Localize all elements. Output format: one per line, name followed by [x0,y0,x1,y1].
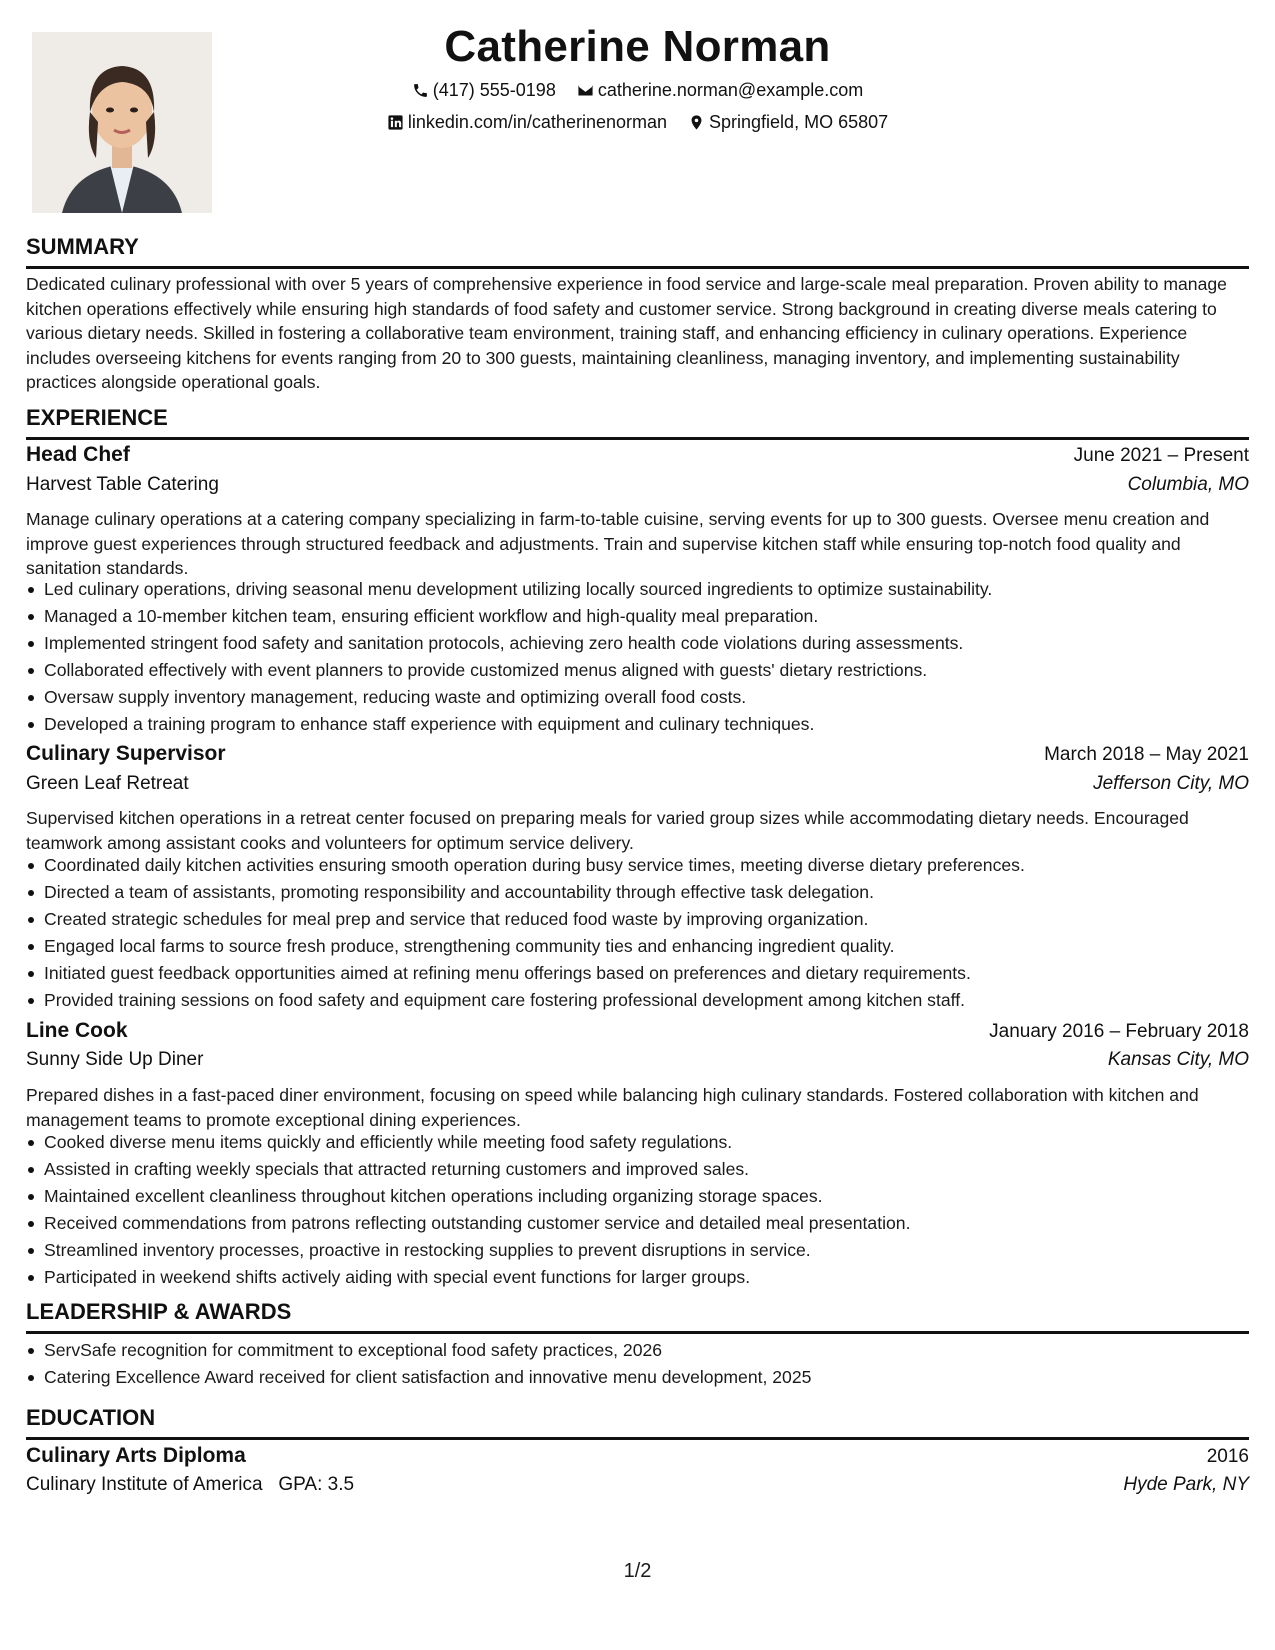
job-location: Columbia, MO [1127,474,1249,495]
school-location: Hyde Park, NY [1123,1474,1249,1495]
company-name: Green Leaf Retreat [26,773,189,794]
job-3-subheader [26,1049,1249,1071]
list-item: ServSafe recognition for commitment to exceptional food safety practices, 2026 [44,1337,1267,1364]
job-3-description: Prepared dishes in a fast-paced diner environment, focusing on speed while balancing high culinary standards. Fostered collaboration with kitchen and management teams to promote exceptional dining experiences. [26,1085,1199,1130]
school-name: Culinary Institute of America [26,1474,263,1495]
page-number: 1/2 [623,1560,652,1582]
education-heading: EDUCATION [26,1405,1249,1440]
job-1-subheader [26,474,1249,496]
education-header [26,1444,1249,1468]
list-item: Managed a 10-member kitchen team, ensuring efficient workflow and high-quality meal preparation. [44,603,1267,630]
gpa: GPA: 3.5 [278,1474,355,1495]
contact-line-2 [26,112,1249,136]
job-dates: June 2021 – Present [1073,445,1249,466]
location-text: Springfield, MO 65807 [709,112,889,132]
list-item: Provided training sessions on food safety and equipment care fostering professional development among kitchen staff. [44,987,1267,1014]
list-item: Streamlined inventory processes, proactive in restocking supplies to prevent disruptions in service. [44,1237,1267,1264]
experience-heading: EXPERIENCE [26,405,1249,440]
job-dates: January 2016 – February 2018 [989,1021,1249,1042]
linkedin-icon [387,114,404,131]
linkedin-contact[interactable] [387,112,667,133]
summary-text: Dedicated culinary professional with over 5 years of comprehensive experience in food service and large-scale meal preparation. Proven ability to manage kitchen operations effectively while ensuring high standards of food safety and customer service. Strong background in creating diverse meals catering to various dietary needs. Skilled in fostering a collaborative team environment, training staff, and enhancing efficiency in culinary operations. Experience includes overseeing kitchens for events ranging from 20 to 300 guests, maintaining cleanliness, managing inventory, and implementing sustainability practices alongside operational goals. [26,274,1227,392]
list-item: Created strategic schedules for meal prep and service that reduced food waste by improving organization. [44,906,1267,933]
company-name: Sunny Side Up Diner [26,1049,204,1070]
graduation-year: 2016 [1206,1446,1249,1467]
job-1-header [26,443,1249,467]
job-title: Line Cook [26,1019,128,1042]
list-item: Led culinary operations, driving seasonal menu development utilizing locally sourced ingredients to optimize sustainability. [44,576,1267,603]
awards-list [26,1337,1267,1391]
job-dates: March 2018 – May 2021 [1044,744,1249,765]
job-1-bullets [26,576,1267,738]
job-3-header [26,1019,1249,1043]
list-item: Engaged local farms to source fresh produce, strengthening community ties and enhancing ingredient quality. [44,933,1267,960]
list-item: Developed a training program to enhance staff experience with equipment and culinary techniques. [44,711,1267,738]
job-location: Kansas City, MO [1107,1049,1249,1070]
list-item: Initiated guest feedback opportunities aimed at refining menu offerings based on preferences and dietary requirements. [44,960,1267,987]
candidate-name: Catherine Norman [444,22,831,71]
list-item: Assisted in crafting weekly specials that attracted returning customers and improved sales. [44,1156,1267,1183]
job-1-description: Manage culinary operations at a catering company specializing in farm-to-table cuisine, serving events for up to 300 guests. Oversee menu creation and improve guest experiences through structured feedback and adjustments. Train and supervise kitchen staff while ensuring top-notch food quality and sanitation standards. [26,509,1210,578]
location-contact [688,112,888,133]
list-item: Received commendations from patrons reflecting outstanding customer service and detailed meal presentation. [44,1210,1267,1237]
job-2-header [26,742,1249,766]
list-item: Directed a team of assistants, promoting responsibility and accountability through effective task delegation. [44,879,1267,906]
phone-text: (417) 555-0198 [432,80,556,100]
list-item: Maintained excellent cleanliness throughout kitchen operations including organizing storage spaces. [44,1183,1267,1210]
education-subheader [26,1474,1249,1496]
job-2-subheader [26,773,1249,795]
job-title: Head Chef [26,443,130,466]
job-2-description: Supervised kitchen operations in a retreat center focused on preparing meals for varied group sizes while accommodating dietary needs. Encouraged teamwork among assistant cooks and volunteers for optimum service delivery. [26,808,1189,853]
list-item: Participated in weekend shifts actively aiding with special event functions for larger groups. [44,1264,1267,1291]
awards-heading: LEADERSHIP & AWARDS [26,1299,1249,1334]
job-2-bullets [26,852,1267,1014]
email-text[interactable]: catherine.norman@example.com [597,80,864,100]
school-info [26,1474,354,1496]
phone-icon [412,82,429,99]
list-item: Implemented stringent food safety and sanitation protocols, achieving zero health code violations during assessments. [44,630,1267,657]
map-pin-icon [688,114,705,131]
list-item: Oversaw supply inventory management, reducing waste and optimizing overall food costs. [44,684,1267,711]
email-contact[interactable] [577,80,863,101]
resume-page [26,0,1249,1650]
phone-contact [412,80,556,101]
linkedin-text[interactable]: linkedin.com/in/catherinenorman [407,112,667,132]
list-item: Cooked diverse menu items quickly and efficiently while meeting food safety regulations. [44,1129,1267,1156]
envelope-icon [577,82,594,99]
job-location: Jefferson City, MO [1093,773,1249,794]
list-item: Catering Excellence Award received for client satisfaction and innovative menu development, 2025 [44,1364,1267,1391]
job-title: Culinary Supervisor [26,742,226,765]
degree-name: Culinary Arts Diploma [26,1444,246,1467]
company-name: Harvest Table Catering [26,474,219,495]
job-3-bullets [26,1129,1267,1291]
contact-line-1 [26,80,1249,104]
list-item: Coordinated daily kitchen activities ensuring smooth operation during busy service times, meeting diverse dietary preferences. [44,852,1267,879]
list-item: Collaborated effectively with event planners to provide customized menus aligned with guests' dietary restrictions. [44,657,1267,684]
summary-heading: SUMMARY [26,234,1249,269]
